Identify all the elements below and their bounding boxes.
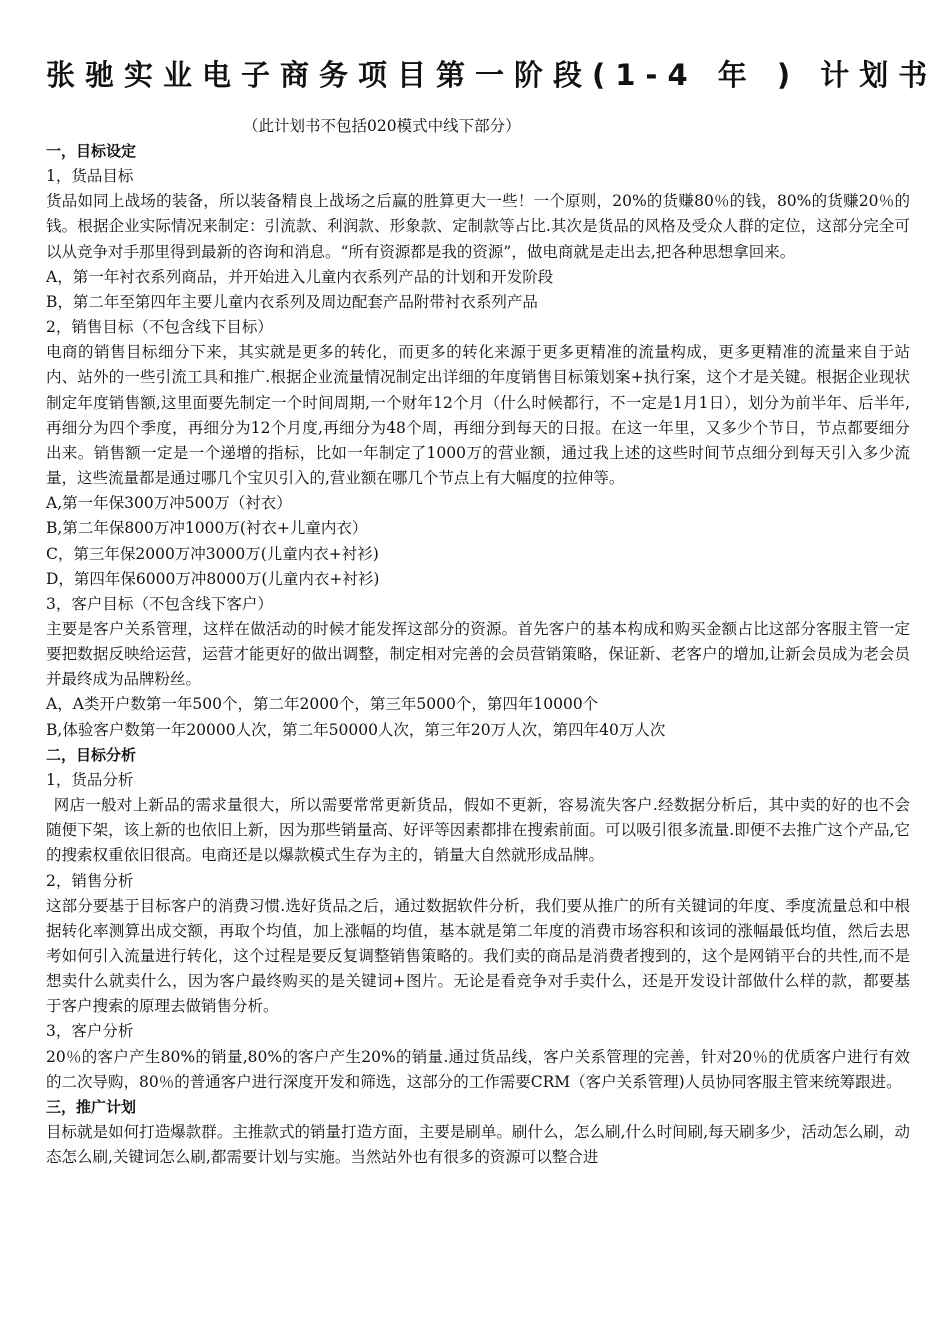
goods-analysis-text: 网店一般对上新品的需求量很大，所以需要常常更新货品，假如不更新，容易流失客户.经数据分析后，其中卖的好的也不会随便下架，该上新的也依旧上新，因为那些销量高、好评等因素都排在搜索前面。可以吸引很多流量.即便不去推广这个产品,它的搜索权重依旧很高。电商还是以爆款模式生存为主的，销量大自然就形成品牌。 <box>46 796 910 865</box>
section-heading-promotion: 三，推广计划 <box>46 1097 137 1116</box>
customer-goal-item-b: B,体验客户数第一年20000人次，第二年50000人次，第三年20万人次，第四年40万人次 <box>46 720 666 739</box>
goods-goal-item-b: B，第二年至第四年主要儿童内衣系列及周边配套产品附带衬衣系列产品 <box>46 292 538 311</box>
goods-goal-text: 货品如同上战场的装备，所以装备精良上战场之后赢的胜算更大一些！一个原则，20%的货赚80％的钱，80%的货赚20％的钱。根据企业实际情况来制定：引流款、利润款、形象款、定制款等占比.其次是货品的风格及受众人群的定位，这部分完全可以从竞争对手那里得到最新的咨询和消息。“所有资源都是我的资源”，做电商就是走出去,把各种思想拿回来。 <box>46 192 910 261</box>
goods-analysis-title: 1，货品分析 <box>46 770 134 789</box>
customer-goal-item-a: A，A类开户数第一年500个，第二年2000个，第三年5000个，第四年10000个 <box>46 695 599 714</box>
promotion-text: 目标就是如何打造爆款群。主推款式的销量打造方面，主要是刷单。刷什么，怎么刷,什么时间刷,每天刷多少，活动怎么刷，动态怎么刷,关键词怎么刷,都需要计划与实施。当然站外也有很多的资源可以整合进 <box>46 1123 910 1167</box>
sales-analysis-title: 2，销售分析 <box>46 871 134 890</box>
goods-goal-title: 1，货品目标 <box>46 167 134 186</box>
sales-goal-item-d: D，第四年保6000万冲8000万(儿童内衣+衬衫) <box>46 569 380 588</box>
section-heading-analysis: 二，目标分析 <box>46 745 137 764</box>
customer-goal-title: 3，客户目标（不包含线下客户） <box>46 594 273 613</box>
customer-analysis-title: 3，客户分析 <box>46 1022 134 1041</box>
sales-analysis-text: 这部分要基于目标客户的消费习惯.选好货品之后，通过数据软件分析，我们要从推广的所有关键词的年度、季度流量总和中根据转化率测算出成交额，再取个均值，加上涨幅的均值，基本就是第二年度的消费市场容积和该词的涨幅最低均值，然后去思考如何引入流量进行转化，这个过程是要反复调整销售策略的。我们卖的商品是消费者搜到的，这个是网销平台的共性,而不是想卖什么就卖什么，因为客户最终购买的是关键词+图片。无论是看竞争对手卖什么，还是开发设计部做什么样的款，都要基于客户搜索的原理去做销售分析。 <box>46 896 910 1016</box>
sales-goal-item-a: A,第一年保300万冲500万（衬衣） <box>46 494 292 513</box>
sales-goal-title: 2，销售目标（不包含线下目标） <box>46 318 273 337</box>
doc-title: 张驰实业电子商务项目第一阶段(1-4 年 ) 计划书 <box>46 58 938 92</box>
sales-goal-item-b: B,第二年保800万冲1000万(衬衣+儿童内衣） <box>46 519 368 538</box>
doc-body <box>46 139 910 1170</box>
customer-analysis-text: 20％的客户产生80%的销量,80%的客户产生20%的销量.通过货品线，客户关系管理的完善，针对20％的优质客户进行有效的二次导购，80％的普通客户进行深度开发和筛选，这部分的工作需要CRM（客户关系管理)人员协同客服主管来统筹跟进。 <box>46 1047 910 1091</box>
goods-goal-item-a: A，第一年衬衣系列商品，并开始进入儿童内衣系列产品的计划和开发阶段 <box>46 267 554 286</box>
section-heading-goals: 一，目标设定 <box>46 142 137 160</box>
sales-goal-item-c: C，第三年保2000万冲3000万(儿童内衣+衬衫) <box>46 544 379 563</box>
doc-subtitle: （此计划书不包括020模式中线下部分） <box>243 117 521 135</box>
customer-goal-text: 主要是客户关系管理，这样在做活动的时候才能发挥这部分的资源。首先客户的基本构成和购买金额占比这部分客服主管一定要把数据反映给运营，运营才能更好的做出调整，制定相对完善的会员营销策略，保证新、老客户的增加,让新会员成为老会员并最终成为品牌粉丝。 <box>46 619 910 689</box>
sales-goal-text: 电商的销售目标细分下来，其实就是更多的转化，而更多的转化来源于更多更精准的流量构成，更多更精准的流量来自于站内、站外的一些引流工具和推广.根据企业流量情况制定出详细的年度销售目标策划案+执行案，这个才是关键。根据企业现状制定年度销售额,这里面要先制定一个时间周期,一个财年12个月（什么时候都行，不一定是1月1日），划分为前半年、后半年,再细分为四个季度，再细分为12个月度,再细分为48个周，再细分到每天的日报。在这一年里，又多少个节日，节点都要细分出来。销售额一定是一个递增的指标，比如一年制定了1000万的营业额，通过我上述的这些时间节点细分到每天引入多少流量，这些流量都是通过哪几个宝贝引入的,营业额在哪几个节点上有大幅度的拉伸等。 <box>46 343 910 488</box>
